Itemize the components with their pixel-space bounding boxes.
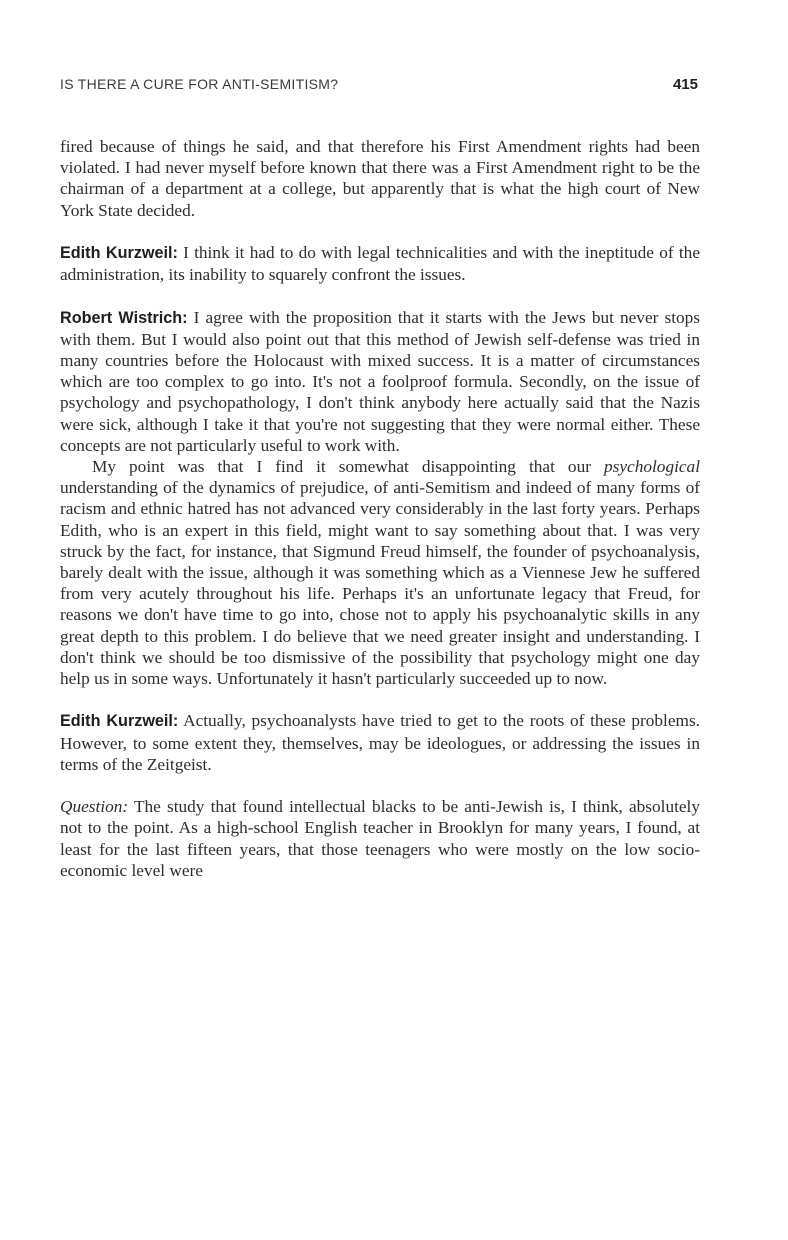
paragraph-text: fired because of things he said, and that therefore his First Amendment rights had been violated. I had never myself before known that there was a First Amendment right to be the chairman of a department at a college, but apparently that is what the high court of New York State decided. [60, 137, 700, 220]
paragraph-continued [60, 136, 700, 221]
speech-text: My point was that I find it somewhat disappointing that our [92, 457, 591, 477]
page-header [60, 76, 700, 96]
page-body [60, 136, 700, 902]
question-label: Question: [60, 797, 129, 817]
question-text: The study that found intellectual blacks to be anti-Jewish is, I think, absolutely not to the point. As a high-school English teacher in Brooklyn for many years, I found, at least for the last fifteen years, that those teenagers who were mostly on the low socio-economic level were [60, 797, 700, 880]
speaker-name: Edith Kurzweil: [60, 244, 178, 262]
speaker-turn-wistrich [60, 307, 700, 690]
running-head: IS THERE A CURE FOR ANTI-SEMITISM? [60, 76, 339, 92]
speech-text: Actually, psychoanalysts have tried to get to the roots of these problems. However, to some extent they, themselves, may be ideologues, or addressing the issues in terms of the Zeitgeist. [60, 711, 700, 774]
page-number: 415 [672, 76, 698, 93]
speech-text: I think it had to do with legal technicalities and with the ineptitude of the administration, its inability to squarely confront the issues. [60, 243, 700, 285]
speech-text: understanding of the dynamics of prejudice, of anti-Semitism and indeed of many forms of racism and ethnic hatred has not advanced very considerably in the last forty years. Perhaps Edith, who is an expert in this field, might want to say something about that. I was very struck by the fact, for instance, that Sigmund Freud himself, the founder of psychoanalysis, barely dealt with the issue, although it was something which as a Viennese Jew he suffered from very acutely throughout his life. Perhaps it's an unfortunate legacy that Freud, for reasons we don't have time to go into, chose not to apply his psychoanalytic skills in any great depth to this problem. I do believe that we need greater insight and understanding. I don't think we should be too dismissive of the possibility that psychology might one day help us in some ways. Unfortunately it hasn't particularly succeeded up to now. [60, 478, 700, 689]
speaker-name: Robert Wistrich: [60, 308, 188, 327]
speaker-name: Edith Kurzweil: [60, 712, 179, 731]
speaker-turn-kurzweil-1 [60, 242, 700, 285]
audience-question [60, 796, 700, 881]
speaker-turn-kurzweil-2 [60, 710, 700, 775]
speech-text: I agree with the proposition that it starts with the Jews but never stops with them. But I would also point out that this method of Jewish self-defense was tried in many countries before the Holocaust with mixed success. It is a matter of circumstances which are too complex to go into. It's not a foolproof formula. Secondly, on the issue of psychology and psychopathology, I don't think anybody here actually said that the Nazis were sick, although I take it that you're not suggesting that they were normal either. These concepts are not particularly useful to work with. [60, 307, 700, 455]
emphasized-word: psychological [604, 457, 700, 477]
